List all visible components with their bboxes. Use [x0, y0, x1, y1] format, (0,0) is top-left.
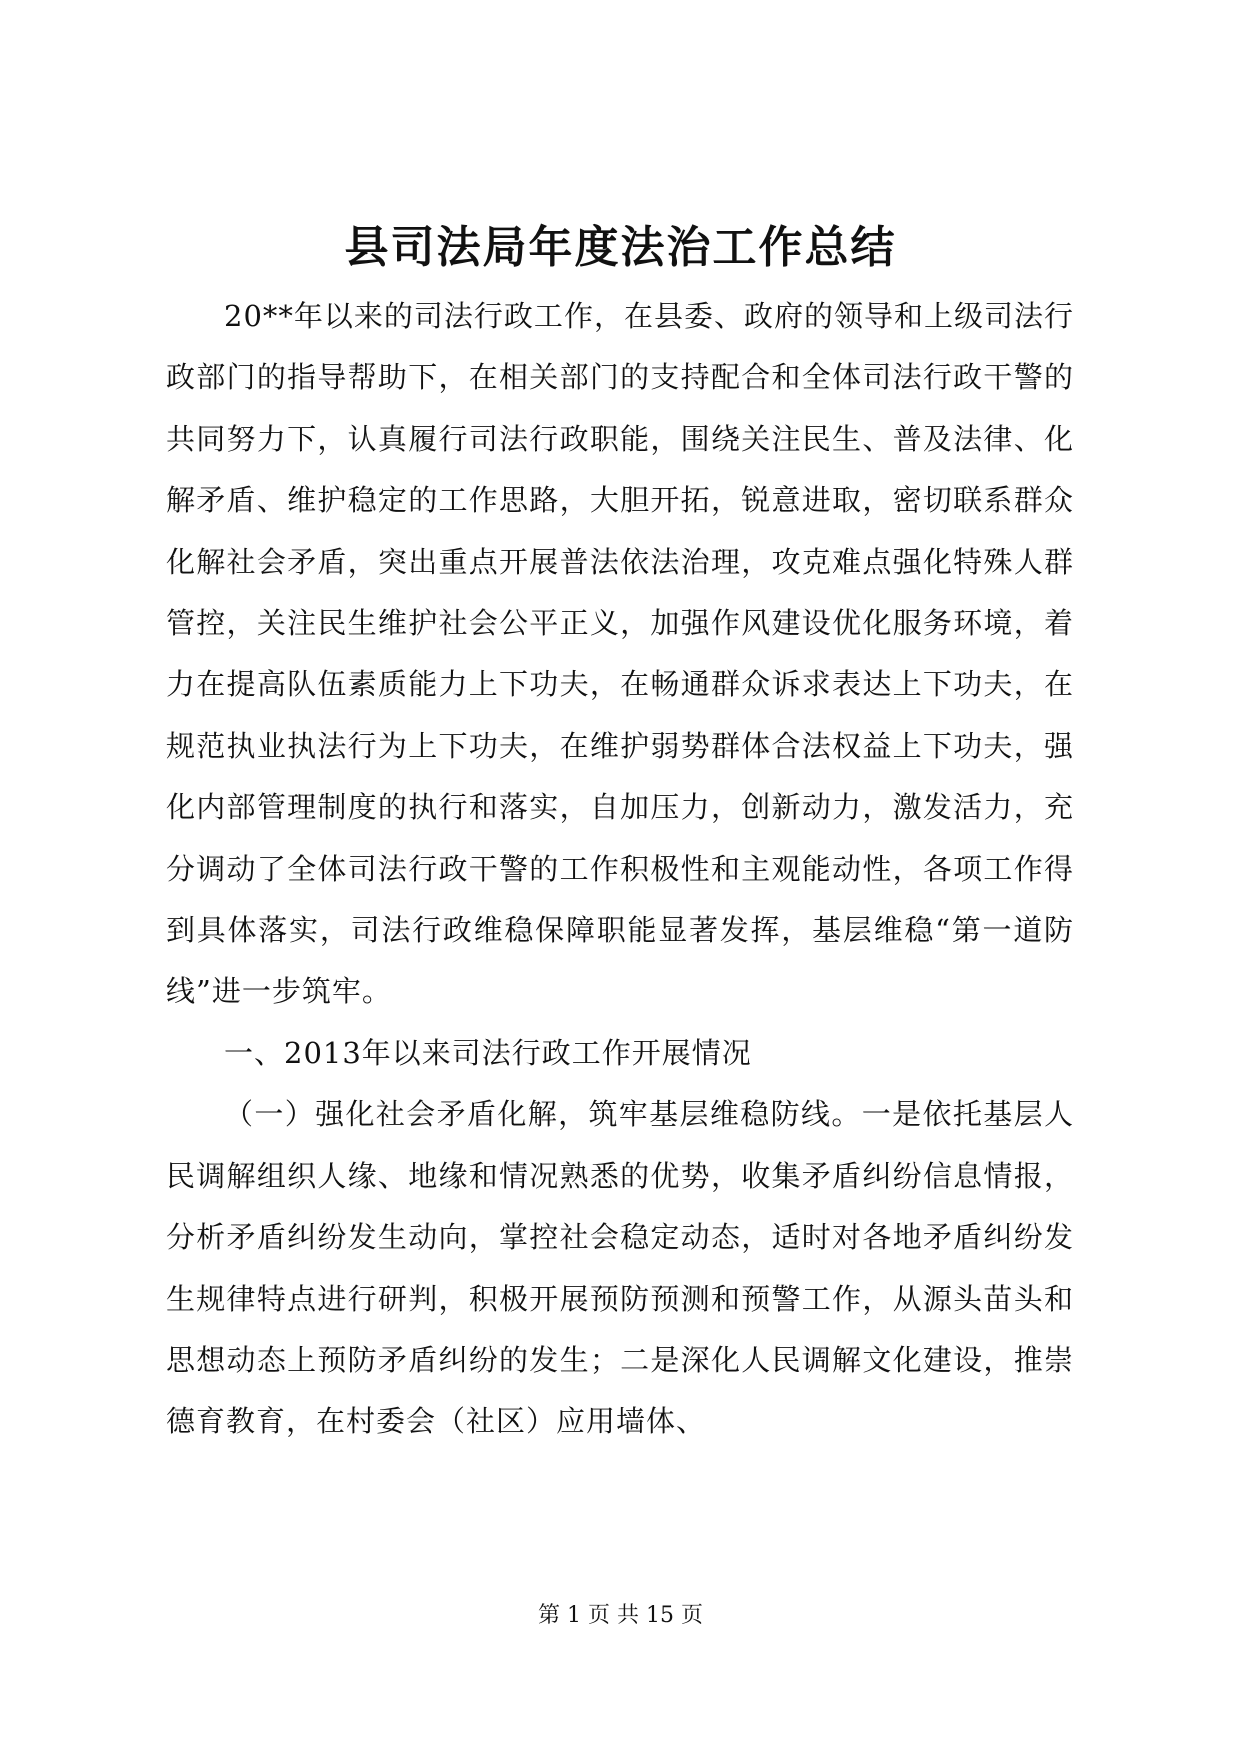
page-footer: 第 1 页 共 15 页: [538, 1603, 703, 1628]
paragraph-section-1: （一）强化社会矛盾化解，筑牢基层维稳防线。一是依托基层人民调解组织人缘、地缘和情况熟悉的优势，收集矛盾纠纷信息情报，分析矛盾纠纷发生动向，掌控社会稳定动态，适时对各地矛盾纠纷发生规律特点进行研判，积极开展预防预测和预警工作，从源头苗头和思想动态上预防矛盾纠纷的发生；二是深化人民调解文化建设，推崇德育教育，在村委会（社区）应用墙体、: [166, 1097, 1074, 1439]
section-heading: 一、2013年以来司法行政工作开展情况: [224, 1035, 752, 1070]
paragraph-intro: 20**年以来的司法行政工作，在县委、政府的领导和上级司法行政部门的指导帮助下，在相关部门的支持配合和全体司法行政干警的共同努力下，认真履行司法行政职能，围绕关注民生、普及法律、化解矛盾、维护稳定的工作思路，大胆开拓，锐意进取，密切联系群众化解社会矛盾，突出重点开展普法依法治理，攻克难点强化特殊人群管控，关注民生维护社会公平正义，加强作风建设优化服务环境，着力在提高队伍素质能力上下功夫，在畅通群众诉求表达上下功夫，在规范执业执法行为上下功夫，在维护弱势群体合法权益上下功夫，强化内部管理制度的执行和落实，自加压力，创新动力，激发活力，充分调动了全体司法行政干警的工作积极性和主观能动性，各项工作得到具体落实，司法行政维稳保障职能显著发挥，基层维稳“第一道防线”进一步筑牢。: [166, 299, 1074, 1009]
document-body: [166, 286, 1074, 1453]
document-title: 县司法局年度法治工作总结: [344, 222, 897, 273]
